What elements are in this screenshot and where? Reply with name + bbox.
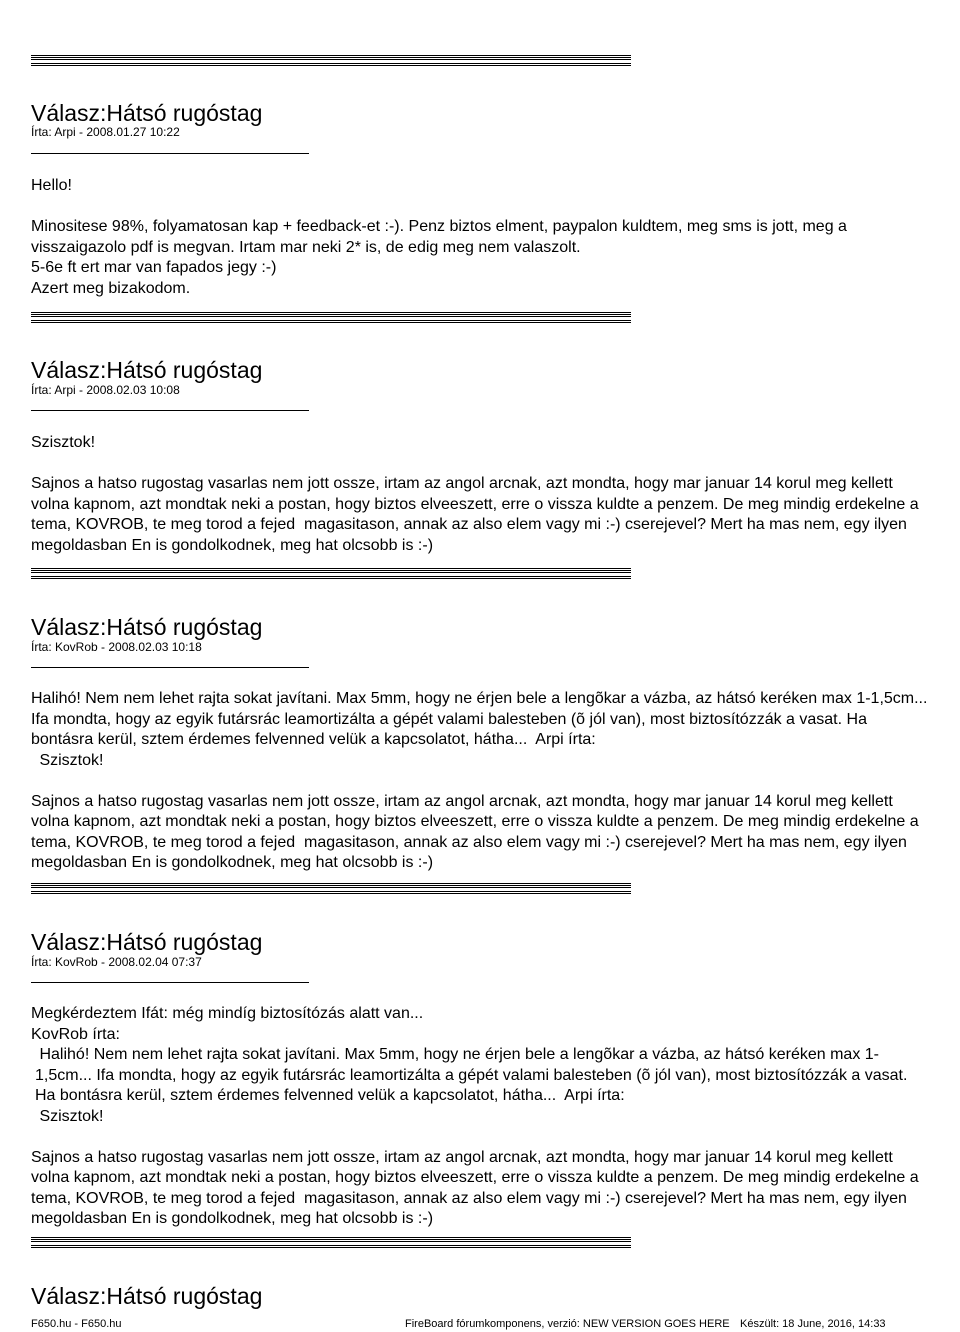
post-meta: Írta: Arpi - 2008.02.03 10:08	[31, 383, 180, 397]
post-line: Halihó! Nem nem lehet rajta sokat javítani. Max 5mm, hogy ne érjen bele a lengõkar a vázba, az hátsó keréken max 1-1,5cm... Ifa mondta, hogy az egyik futársrác leamortizálta a gépét valami balesteben (õ jól van), most biztosítózzák a vasat. Ha bontásra kerül, sztem érdemes felvenned velük a kapcsolatot, hátha... Arpi írta:	[31, 690, 932, 748]
post-body	[31, 689, 931, 874]
post-body	[31, 176, 931, 299]
post-title: Válasz:Hátsó rugóstag	[31, 1283, 263, 1309]
blank-line	[31, 454, 931, 475]
post-meta: Írta: Arpi - 2008.01.27 10:22	[31, 125, 180, 139]
post-title: Válasz:Hátsó rugóstag	[31, 357, 263, 383]
separator	[31, 1237, 631, 1248]
post-line: Minositese 98%, folyamatosan kap + feedback-et :-). Penz biztos elment, paypalon kuldtem, meg sms is jott, meg a visszaigazolo pdf is megvan. Irtam mar neki 2* is, de edig meg nem valaszolt.	[31, 218, 852, 256]
quoted-line: Szisztok!	[35, 1107, 104, 1125]
post-title: Válasz:Hátsó rugóstag	[31, 614, 263, 640]
post-body	[31, 433, 931, 556]
footer-site: F650.hu - F650.hu	[31, 1318, 122, 1330]
separator	[31, 55, 631, 66]
post-line: Sajnos a hatso rugostag vasarlas nem jott ossze, irtam az angol arcnak, azt mondta, hogy mar januar 14 korul meg kellett volna kapnom, azt mondtak neki a postan, hogy biztos elveeszett, erre o vissza kuldte a penzem. De meg mindig erdekelne a tema, KOVROB, te meg torod a fejed magasitason, annak az also elem vagy mi :-) cserejevel? Mert ha mas nem, egy ilyen megoldasban En is gondolkodnek, meg hat olcsobb is :-)	[31, 475, 924, 554]
quoted-line: Halihó! Nem nem lehet rajta sokat javítani. Max 5mm, hogy ne érjen bele a lengõkar a vázba, az hátsó keréken max 1-1,5cm... Ifa mondta, hogy az egyik futársrác leamortizálta a gépét valami balesteben (õ jól van), most biztosítózzák a vasat. Ha bontásra kerül, sztem érdemes felvenned velük a kapcsolatot, hátha... Arpi írta:	[35, 1046, 912, 1104]
post-meta: Írta: KovRob - 2008.02.03 10:18	[31, 640, 202, 654]
quoted-line: Szisztok!	[35, 751, 104, 769]
post-body	[31, 1004, 931, 1230]
footer-component: FireBoard fórumkomponens, verzió: NEW VERSION GOES HERE	[405, 1318, 730, 1330]
blank-line	[31, 197, 931, 218]
post-line: Sajnos a hatso rugostag vasarlas nem jott ossze, irtam az angol arcnak, azt mondta, hogy mar januar 14 korul meg kellett volna kapnom, azt mondtak neki a postan, hogy biztos elveeszett, erre o vissza kuldte a penzem. De meg mindig erdekelne a tema, KOVROB, te meg torod a fejed magasitason, annak az also elem vagy mi :-) cserejevel? Mert ha mas nem, egy ilyen megoldasban En is gondolkodnek, meg hat olcsobb is :-)	[31, 1148, 924, 1227]
post-rule	[31, 153, 309, 154]
post-rule	[31, 410, 309, 411]
post-line: Hello!	[31, 177, 72, 194]
post-line: Azert meg bizakodom.	[31, 279, 191, 297]
post-rule	[31, 667, 309, 668]
post-line: KovRob írta:	[31, 1025, 120, 1043]
separator	[31, 312, 631, 323]
separator	[31, 883, 631, 894]
post-rule	[31, 982, 309, 983]
separator	[31, 568, 631, 579]
blank-line	[31, 1127, 931, 1148]
blank-line	[31, 771, 931, 792]
post-line: Szisztok!	[31, 434, 96, 451]
post-title: Válasz:Hátsó rugóstag	[31, 100, 263, 126]
footer-generated: Készült: 18 June, 2016, 14:33	[740, 1318, 886, 1330]
post-line: Sajnos a hatso rugostag vasarlas nem jott ossze, irtam az angol arcnak, azt mondta, hogy mar januar 14 korul meg kellett volna kapnom, azt mondtak neki a postan, hogy biztos elveeszett, erre o vissza kuldte a penzem. De meg mindig erdekelne a tema, KOVROB, te meg torod a fejed magasitason, annak az also elem vagy mi :-) cserejevel? Mert ha mas nem, egy ilyen megoldasban En is gondolkodnek, meg hat olcsobb is :-)	[31, 792, 924, 871]
post-meta: Írta: KovRob - 2008.02.04 07:37	[31, 955, 202, 969]
post-title: Válasz:Hátsó rugóstag	[31, 929, 263, 955]
post-line: Megkérdeztem Ifát: még mindíg biztosítózás alatt van...	[31, 1005, 424, 1022]
post-line: 5-6e ft ert mar van fapados jegy :-)	[31, 259, 277, 276]
